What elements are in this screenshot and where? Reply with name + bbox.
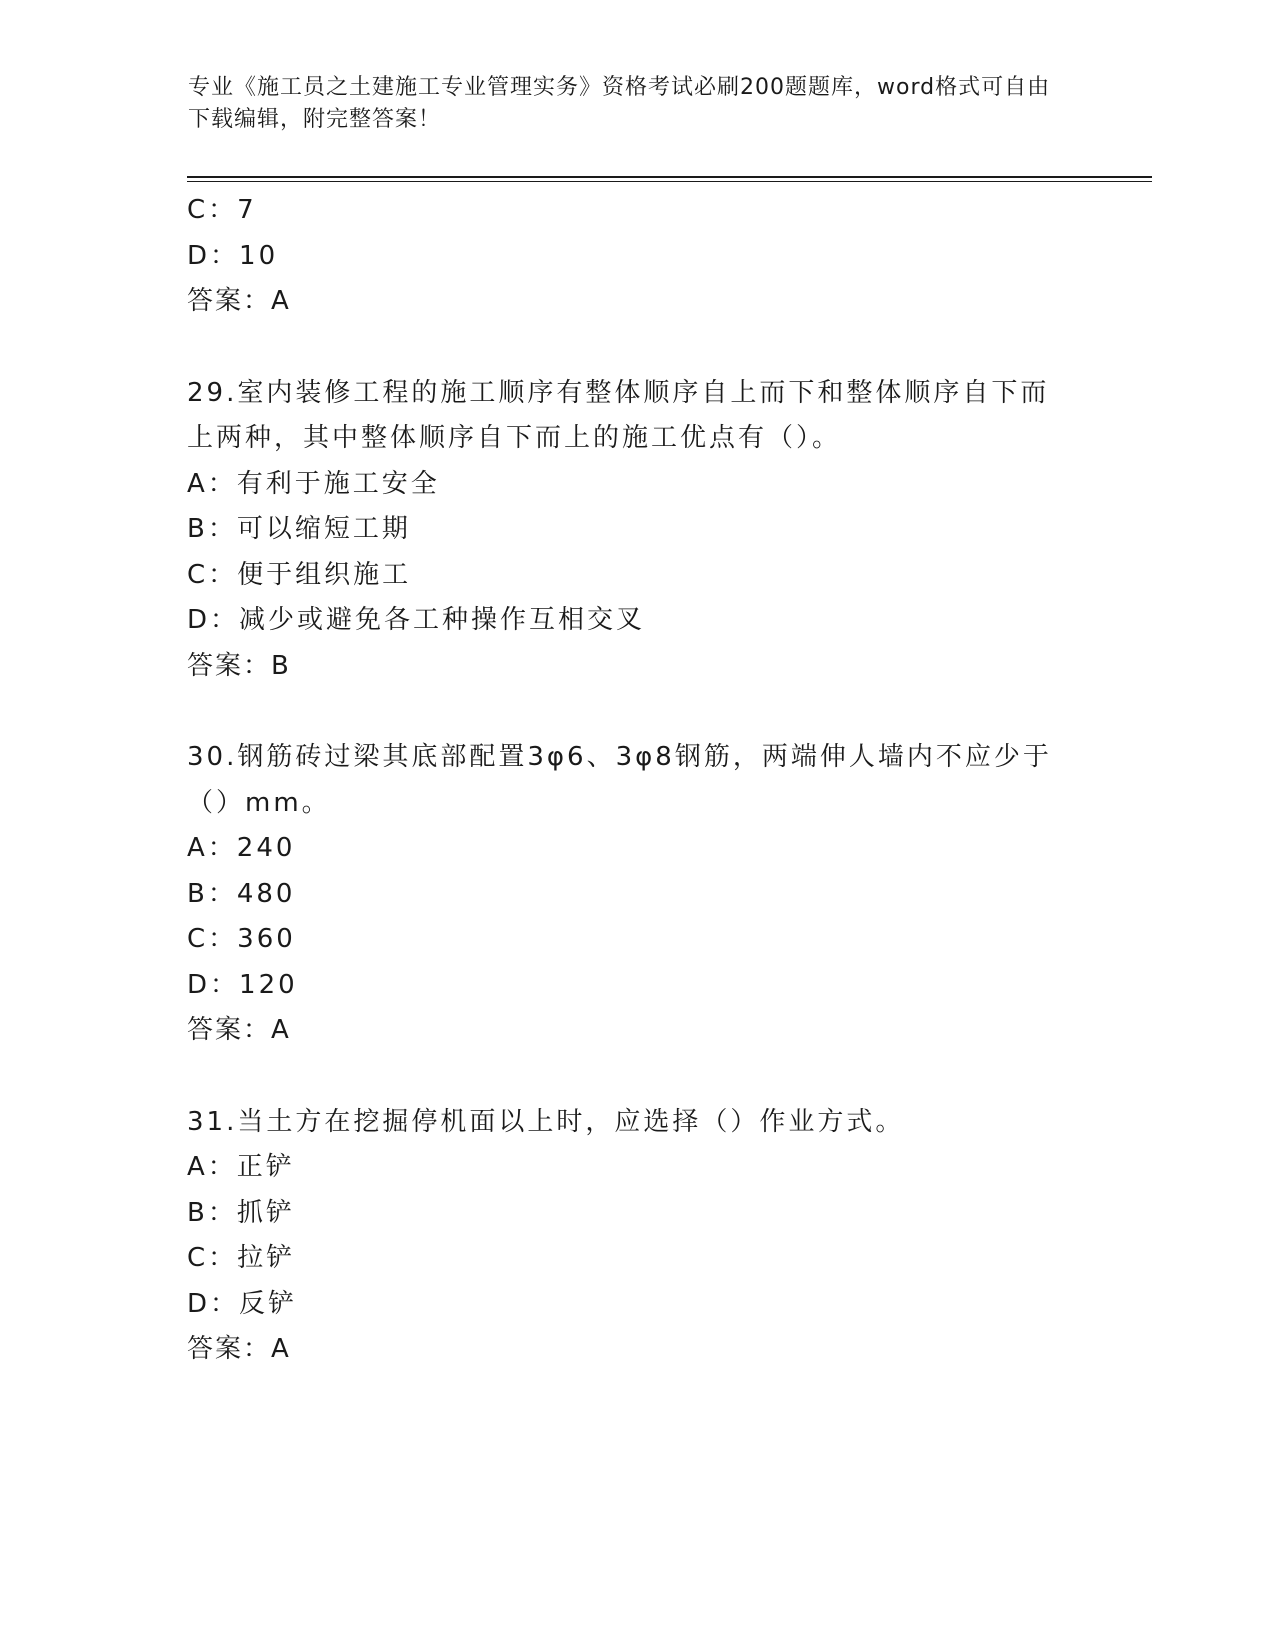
option-b: B：480 [187, 878, 296, 909]
page-header [188, 72, 1068, 136]
answer-line: 答案：A [187, 1015, 291, 1045]
option-c: C：便于组织施工 [187, 559, 412, 590]
spacer [187, 1054, 1087, 1100]
question-block-31 [187, 1100, 1087, 1373]
option-d: D：120 [187, 969, 298, 1000]
option-c: C：拉铲 [187, 1243, 296, 1273]
option-d: D：10 [187, 240, 279, 271]
option-b: B：可以缩短工期 [187, 514, 411, 544]
question-stem-text: 30.钢筋砖过梁其底部配置3φ6、3φ8钢筋，两端伸人墙内不应少于（）mm。 [187, 742, 1052, 818]
option-a: A：有利于施工安全 [187, 468, 440, 499]
option-c: C：360 [187, 924, 296, 954]
question-block-28 [187, 188, 1087, 325]
option-b: B：抓铲 [187, 1197, 295, 1228]
question-stem-text: 31.当土方在挖掘停机面以上时，应选择（）作业方式。 [187, 1106, 905, 1137]
option-c: C：7 [187, 195, 257, 225]
question-stem [187, 371, 1087, 462]
answer-line: 答案：B [187, 650, 291, 681]
option-d: D：反铲 [187, 1288, 298, 1319]
header-divider [187, 176, 1152, 182]
option-a: A：正铲 [187, 1152, 295, 1182]
spacer [187, 325, 1087, 371]
spacer [187, 689, 1087, 735]
question-list [187, 188, 1087, 1373]
question-stem-text: 29.室内装修工程的施工顺序有整体顺序自上而下和整体顺序自下而上两种，其中整体顺序自下而上的施工优点有（）。 [187, 377, 1050, 453]
header-title: 专业《施工员之土建施工专业管理实务》资格考试必刷200题题库，word格式可自由下载编辑，附完整答案！ [188, 75, 1051, 132]
question-block-30 [187, 735, 1087, 1054]
answer-line: 答案：A [187, 286, 291, 316]
question-block-29 [187, 371, 1087, 690]
question-stem [187, 1100, 1087, 1146]
answer-line: 答案：A [187, 1334, 291, 1364]
question-stem [187, 735, 1087, 826]
option-d: D：减少或避免各工种操作互相交叉 [187, 605, 646, 635]
option-a: A：240 [187, 833, 296, 863]
